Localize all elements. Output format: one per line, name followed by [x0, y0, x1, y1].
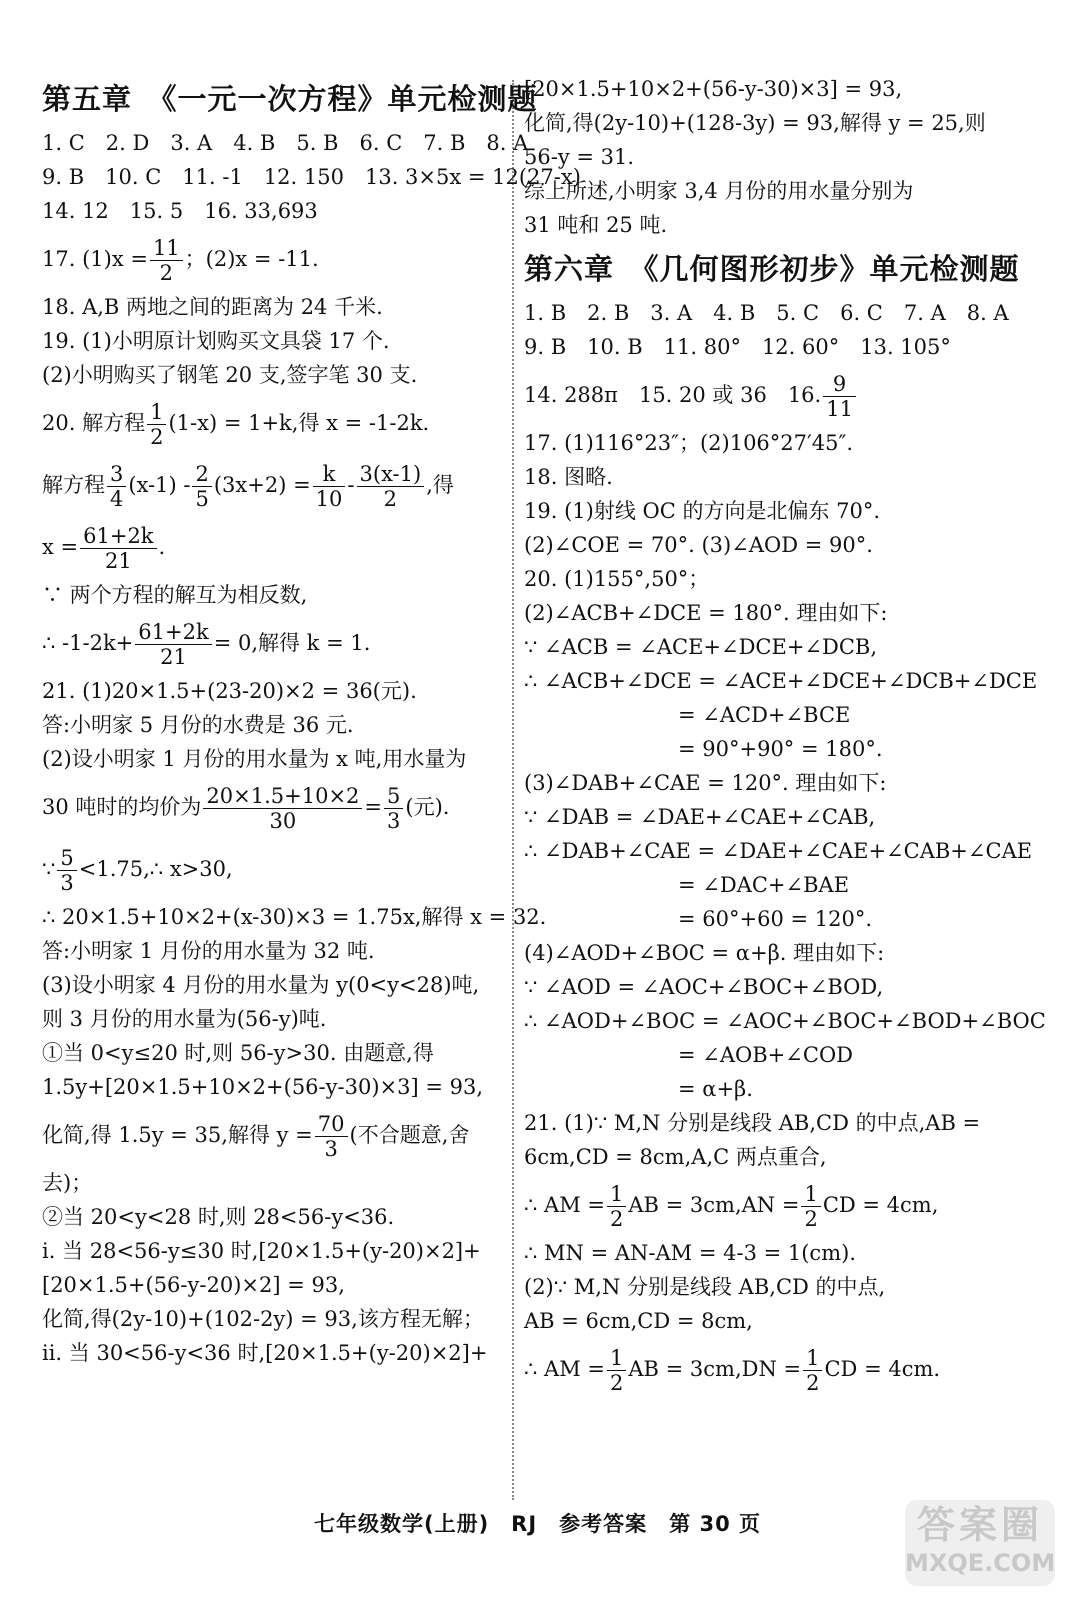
fraction: $\frac{9}{11}$ — [823, 372, 856, 421]
q21-line: 化简,得(2y-10)+(102-2y) = 93,该方程无解； — [42, 1307, 484, 1331]
q20-line: (4)∠AOD+∠BOC = α+β. 理由如下: — [524, 941, 885, 965]
q21-line: 去)； — [42, 1171, 93, 1195]
q20-eq2: 解方程 $\frac{3}{4}$ (x-1) - $\frac{2}{5}$ (3x+2) = $\frac{k}{10}$ - $\frac{3(x-1)}{2}$ ,得 — [42, 462, 454, 511]
fraction: $\frac{2}{5}$ — [192, 462, 211, 511]
q19-1: 19. (1)小明原计划购买文具袋 17 个. — [42, 329, 390, 353]
q19-1: 19. (1)射线 OC 的方向是北偏东 70°. — [524, 499, 881, 523]
q21-line: 21. (1)∵ M,N 分别是线段 AB,CD 的中点,AB = — [524, 1111, 981, 1135]
q20-result: ∴ -1-2k+ $\frac{61+2k}{21}$ = 0,解得 k = 1. — [42, 620, 371, 669]
q20-line: 20. (1)155°,50°； — [524, 567, 710, 591]
q20-line: = α+β. — [678, 1077, 753, 1101]
q21-line: AB = 6cm,CD = 8cm, — [524, 1309, 753, 1333]
continued-line: 化简,得(2y-10)+(128-3y) = 93,解得 y = 25,则 — [524, 111, 986, 135]
q21-line: [20×1.5+(56-y-20)×2] = 93, — [42, 1273, 345, 1297]
q17: 17. (1)116°23″；(2)106°27′45″. — [524, 431, 854, 455]
fraction: $\frac{20\times 1.5+10\times 2}{30}$ — [203, 784, 362, 833]
q20-line: ∵ ∠ACB = ∠ACE+∠DCE+∠DCB, — [524, 635, 878, 659]
fraction: $\frac{k}{10}$ — [313, 462, 346, 511]
q20-line: ∴ ∠DAB+∠CAE = ∠DAE+∠CAE+∠CAB+∠CAE — [524, 839, 1033, 863]
q21-line: ①当 0<y≤20 时,则 56-y>30. 由题意,得 — [42, 1041, 434, 1065]
q21-line: 答:小明家 5 月份的水费是 36 元. — [42, 713, 354, 737]
q21-line: ⅰ. 当 28<56-y≤30 时,[20×1.5+(y-20)×2]+ — [42, 1239, 481, 1263]
continued-line: [20×1.5+10×2+(56-y-30)×3] = 93, — [524, 77, 903, 101]
q20-sol: x = $\frac{61+2k}{21}$ . — [42, 524, 166, 573]
q20-line: ∴ ∠AOD+∠BOC = ∠AOC+∠BOC+∠BOD+∠BOC — [524, 1009, 1046, 1033]
fraction: $\frac{5}{3}$ — [384, 784, 403, 833]
q21-line: 6cm,CD = 8cm,A,C 两点重合, — [524, 1145, 827, 1169]
q21-line: (2)设小明家 1 月份的用水量为 x 吨,用水量为 — [42, 747, 467, 771]
continued-line: 31 吨和 25 吨. — [524, 213, 668, 237]
q20-line: (3)∠DAB+∠CAE = 120°. 理由如下: — [524, 771, 887, 795]
q21-compare: ∵ $\frac{5}{3}$ <1.75,∴ x>30, — [42, 846, 233, 895]
answer-line: 9. B 10. C 11. -1 12. 150 13. 3×5x = 12(27-x) — [42, 165, 581, 189]
answer-line: 9. B 10. B 11. 80° 12. 60° 13. 105° — [524, 335, 951, 359]
fraction: $\frac{70}{3}$ — [315, 1112, 348, 1161]
q18: 18. 图略. — [524, 465, 613, 489]
q20-line: = ∠DAC+∠BAE — [678, 873, 850, 897]
right-column — [524, 72, 1046, 1400]
q20-line: ∴ ∠ACB+∠DCE = ∠ACE+∠DCE+∠DCB+∠DCE — [524, 669, 1038, 693]
chapter6-title: 第六章 《几何图形初步》单元检测题 — [524, 252, 1020, 286]
q21-line: 则 3 月份的用水量为(56-y)吨. — [42, 1007, 327, 1031]
fraction: $\frac{61+2k}{21}$ — [135, 620, 211, 669]
fraction: $\frac{3(x-1)}{2}$ — [357, 462, 425, 511]
fraction: $\frac{1}{2}$ — [803, 1346, 822, 1395]
q19-2: (2)小明购买了钢笔 20 支,签字笔 30 支. — [42, 363, 418, 387]
continued-line: 56-y = 31. — [524, 145, 635, 169]
continued-line: 综上所述,小明家 3,4 月份的用水量分别为 — [524, 179, 914, 203]
q21-simplify: 化简,得 1.5y = 35,解得 y = $\frac{70}{3}$ (不合题意,舍 — [42, 1112, 470, 1161]
q21-avg-price: 30 吨时的均价为 $\frac{20\times 1.5+10\times 2}{30}$ = $\frac{5}{3}$ (元). — [42, 784, 450, 833]
fraction: $\frac{11}{2}$ — [150, 236, 183, 285]
fraction: $\frac{1}{2}$ — [607, 1346, 626, 1395]
answer-line: 1. C 2. D 3. A 4. B 5. B 6. C 7. B 8. A — [42, 131, 529, 155]
q21-line: 21. (1)20×1.5+(23-20)×2 = 36(元). — [42, 679, 417, 703]
q21-line: ②当 20<y<28 时,则 28<56-y<36. — [42, 1205, 395, 1229]
q20-line: = ∠ACD+∠BCE — [678, 703, 851, 727]
q20-line: (2)∠ACB+∠DCE = 180°. 理由如下: — [524, 601, 888, 625]
q21-line: (3)设小明家 4 月份的用水量为 y(0<y<28)吨, — [42, 973, 480, 997]
chapter5-title: 第五章 《一元一次方程》单元检测题 — [42, 82, 538, 116]
q21-line: ∴ 20×1.5+10×2+(x-30)×3 = 1.75x,解得 x = 32. — [42, 905, 547, 929]
fraction: $\frac{61+2k}{21}$ — [80, 524, 156, 573]
q21-line: ∴ MN = AN-AM = 4-3 = 1(cm). — [524, 1241, 856, 1265]
q21-line: (2)∵ M,N 分别是线段 AB,CD 的中点, — [524, 1275, 886, 1299]
q20-reason: ∵ 两个方程的解互为相反数, — [42, 583, 308, 607]
column-divider — [512, 80, 514, 1500]
q21-midpoints-1: ∴ AM = $\frac{1}{2}$ AB = 3cm,AN = $\frac{1}{2}$ CD = 4cm, — [524, 1182, 939, 1231]
q20-line: = 90°+90° = 180°. — [678, 737, 883, 761]
q21-line: 答:小明家 1 月份的用水量为 32 吨. — [42, 939, 375, 963]
page-footer: 七年级数学(上册) RJ 参考答案 第 30 页 — [313, 1512, 762, 1536]
fraction: $\frac{1}{2}$ — [607, 1182, 626, 1231]
q20-line: = ∠AOB+∠COD — [678, 1043, 853, 1067]
q20-line: = 60°+60 = 120°. — [678, 907, 873, 931]
watermark-logo: 答案圈 MXQE.COM — [905, 1500, 1055, 1586]
q19-2: (2)∠COE = 70°. (3)∠AOD = 90°. — [524, 533, 873, 557]
q18: 18. A,B 两地之间的距离为 24 千米. — [42, 295, 383, 319]
fraction: $\frac{1}{2}$ — [801, 1182, 820, 1231]
q21-midpoints-2: ∴ AM = $\frac{1}{2}$ AB = 3cm,DN = $\frac{1}{2}$ CD = 4cm. — [524, 1346, 941, 1395]
fraction: $\frac{5}{3}$ — [57, 846, 76, 895]
answer-line: 14. 12 15. 5 16. 33,693 — [42, 199, 318, 223]
q20-line: ∵ ∠DAB = ∠DAE+∠CAE+∠CAB, — [524, 805, 876, 829]
q20-eq1: 20. 解方程 $\frac{1}{2}$ (1-x) = 1+k,得 x = -1-2k. — [42, 400, 430, 449]
fraction: $\frac{1}{2}$ — [147, 400, 166, 449]
q21-line: 1.5y+[20×1.5+10×2+(56-y-30)×3] = 93, — [42, 1075, 484, 1099]
answer-line: 14. 288π 15. 20 或 36 16. $\frac{9}{11}$ — [524, 364, 994, 426]
answer-line: 1. B 2. B 3. A 4. B 5. C 6. C 7. A 8. A — [524, 301, 1009, 325]
fraction: $\frac{3}{4}$ — [107, 462, 126, 511]
q21-line: ⅱ. 当 30<56-y<36 时,[20×1.5+(y-20)×2]+ — [42, 1341, 488, 1365]
q20-line: ∵ ∠AOD = ∠AOC+∠BOC+∠BOD, — [524, 975, 884, 999]
q17: 17. (1)x = $\frac{11}{2}$ ；(2)x = -11. — [42, 236, 319, 285]
